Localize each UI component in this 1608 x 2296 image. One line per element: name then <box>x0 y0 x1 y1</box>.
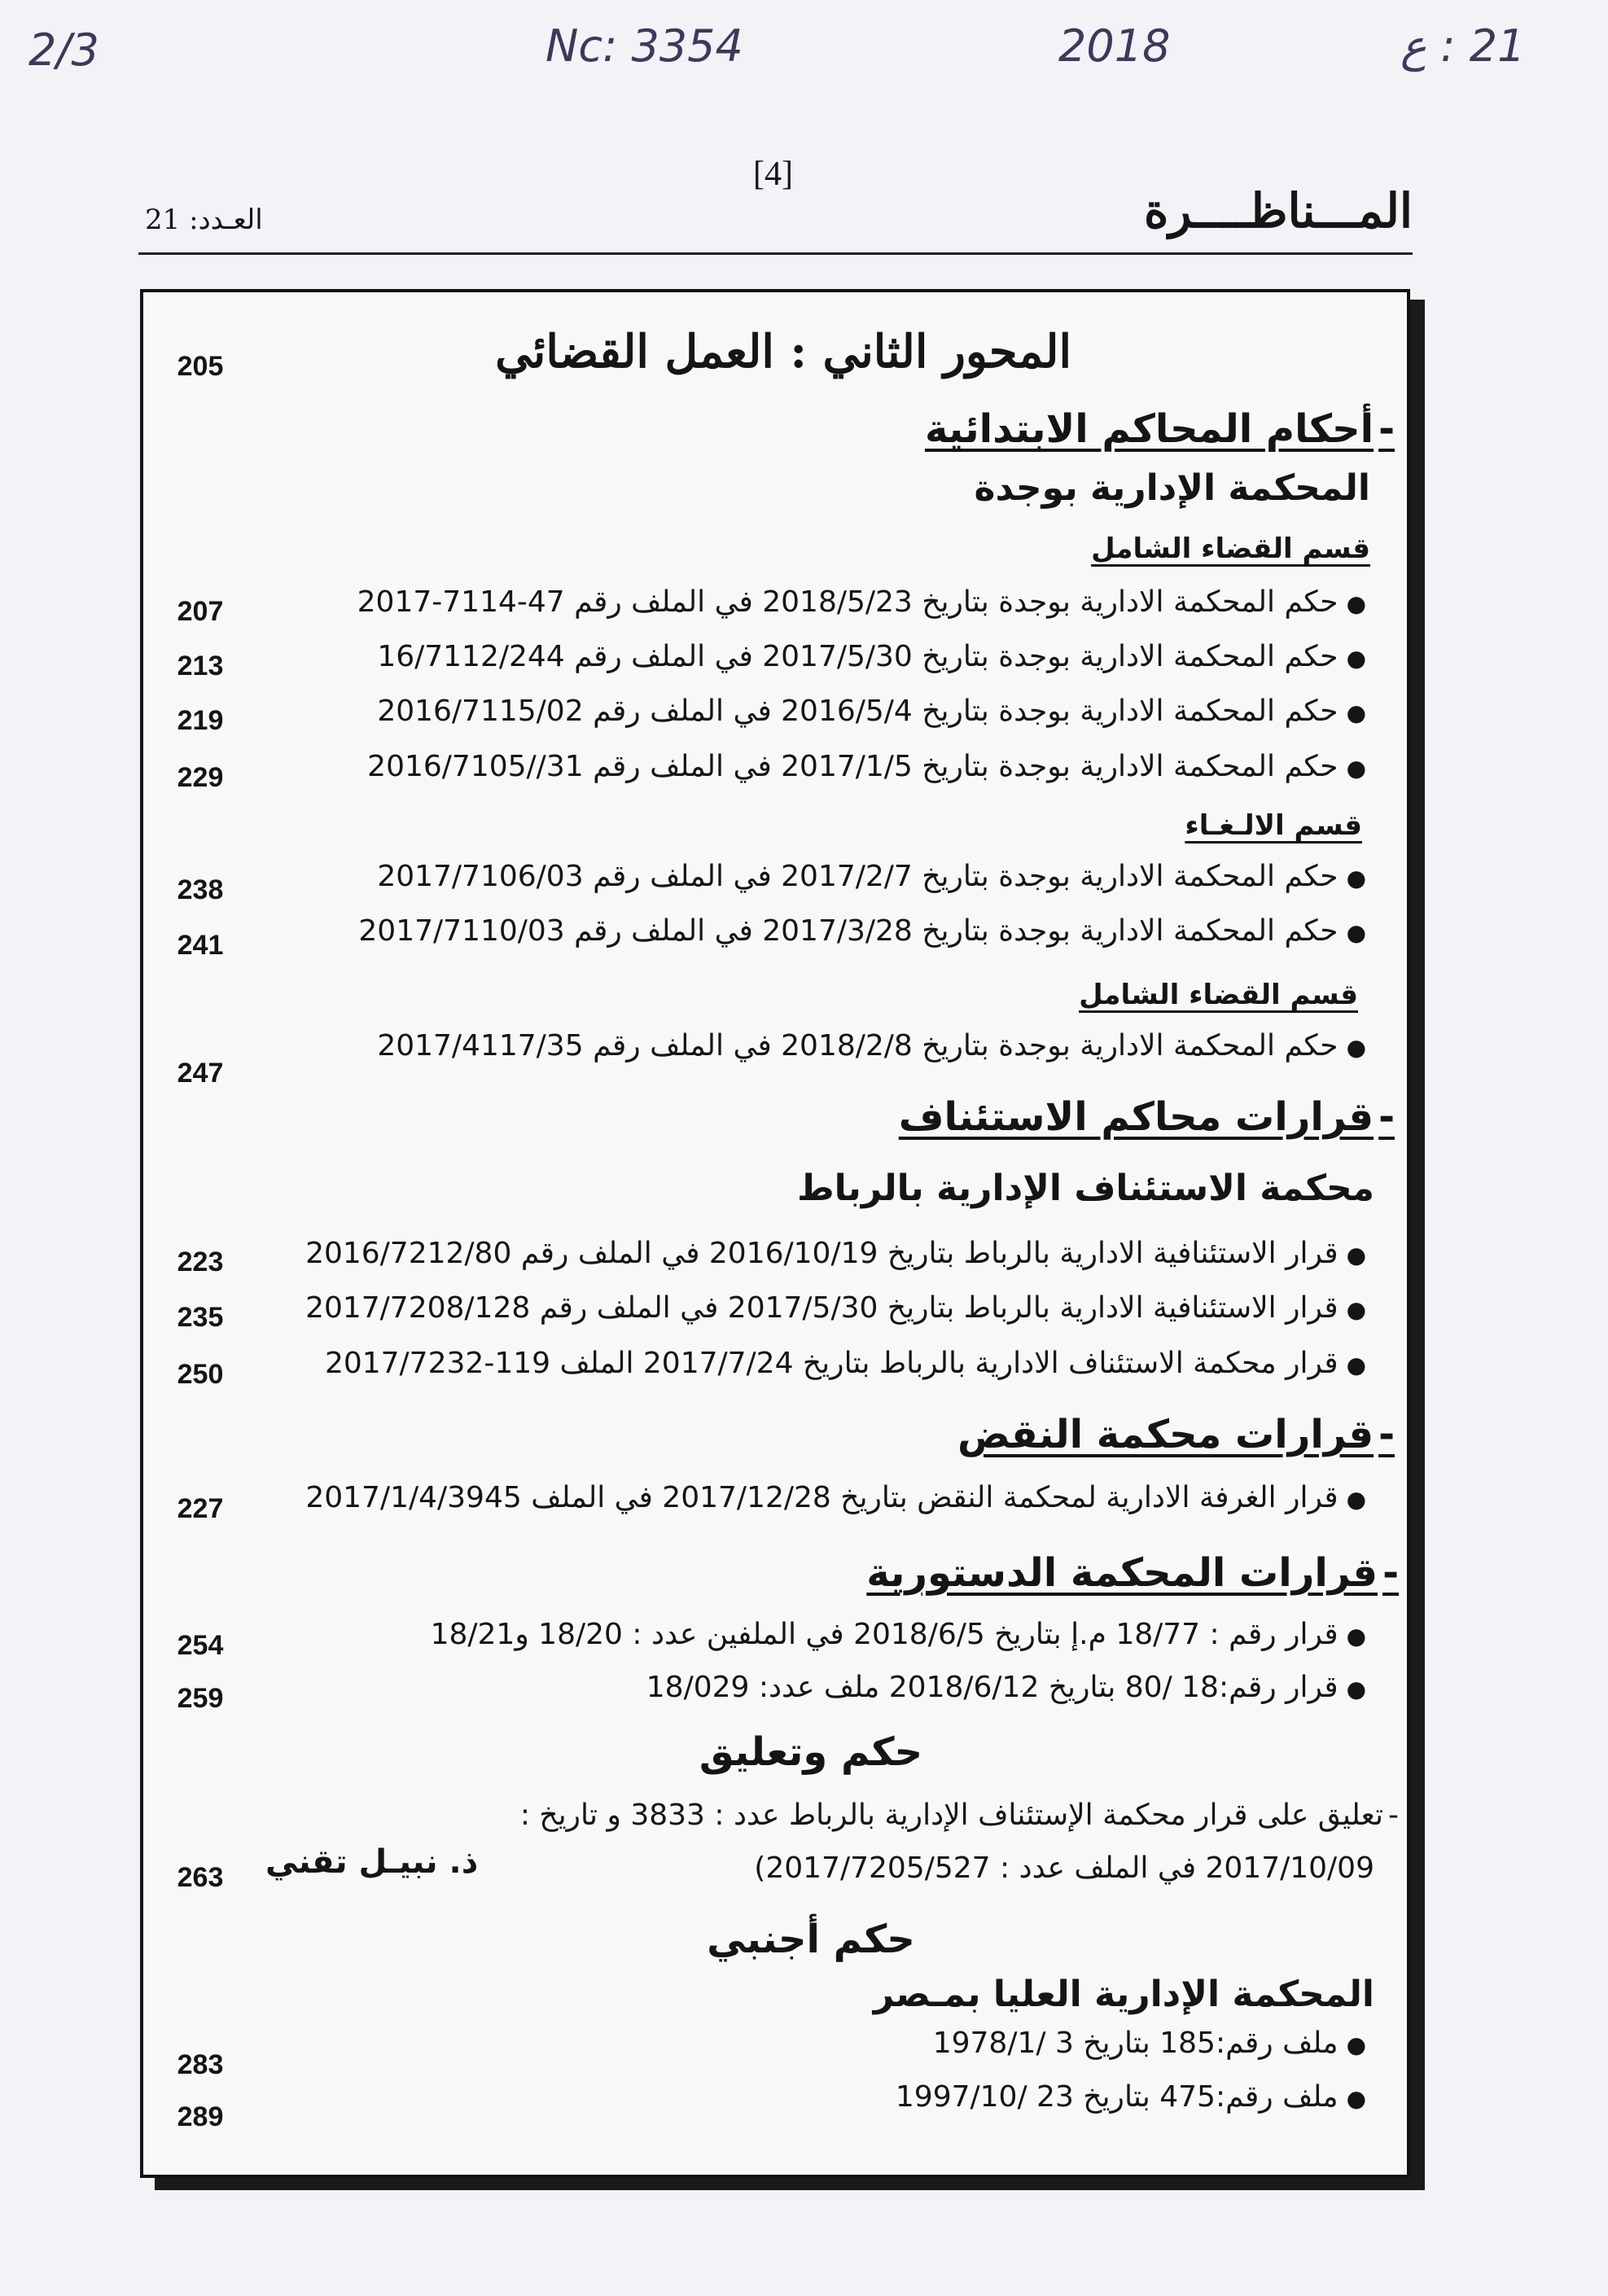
page-ref: 283 <box>177 2049 224 2080</box>
list-item: ●قرار الاستئنافية الادارية بالرباط بتاريخ 2017/5/30 في الملف رقم 2017/7208/128 <box>305 1291 1366 1325</box>
list-item: ●حكم المحكمة الادارية بوجدة بتاريخ 2017/5/30 في الملف رقم 16/7112/244 <box>377 640 1366 673</box>
page-ref: 219 <box>177 705 224 736</box>
page-ref: 207 <box>177 596 224 627</box>
page-ref: 241 <box>177 930 224 961</box>
page-number: [4] <box>753 156 793 193</box>
page-ref: 238 <box>177 874 224 905</box>
main-title: المحور الثاني : العمل القضائي <box>495 325 1071 379</box>
page-ref: 250 <box>177 1359 224 1390</box>
list-item: ●قرار الاستئنافية الادارية بالرباط بتاريخ 2016/10/19 في الملف رقم 2016/7212/80 <box>305 1237 1366 1270</box>
page-ref: 227 <box>177 1493 224 1524</box>
list-item: ●حكم المحكمة الادارية بوجدة بتاريخ 2018/2/8 في الملف رقم 2017/4117/35 <box>377 1029 1366 1063</box>
section-title: -قرارات محكمة النقض <box>957 1412 1395 1457</box>
list-item: ●حكم المحكمة الادارية بوجدة بتاريخ 2017/3/28 في الملف رقم 2017/7110/03 <box>358 914 1366 948</box>
list-item: ●حكم المحكمة الادارية بوجدة بتاريخ 2017/2/7 في الملف رقم 2017/7106/03 <box>377 860 1366 893</box>
page-ref: 229 <box>177 762 224 793</box>
comment-line: 2017/10/09 في الملف عدد : 2017/7205/527) <box>754 1851 1374 1885</box>
comment-author: ذ. نبيـل تقني <box>265 1843 479 1881</box>
list-item: ●قرار محكمة الاستئناف الادارية بالرباط بتاريخ 2017/7/24 الملف 119-2017/7232 <box>324 1347 1366 1380</box>
section-title: حكم أجنبي <box>707 1917 915 1962</box>
section-title: حكم وتعليق <box>699 1729 923 1775</box>
page-ref: 235 <box>177 1302 224 1333</box>
handwritten-issue: 21 : ع <box>1400 20 1526 72</box>
header-rule <box>138 252 1413 255</box>
list-item: ●قرار رقم:18 /80 بتاريخ 2018/6/12 ملف عدد: 18/029 <box>646 1671 1366 1704</box>
comment-line: -تعليق على قرار محكمة الإستئناف الإدارية بالرباط عدد : 3833 و تاريخ : <box>519 1799 1399 1832</box>
page-ref: 247 <box>177 1058 224 1089</box>
list-item: ●حكم المحكمة الادارية بوجدة بتاريخ 2017/1/5 في الملف رقم 31//2016/7105 <box>367 750 1366 783</box>
court-name: محكمة الاستئناف الإدارية بالرباط <box>796 1168 1374 1209</box>
department-title: قسم القضاء الشامل <box>1091 532 1370 565</box>
list-item: ●ملف رقم:475 بتاريخ 23 /1997/10 <box>895 2080 1366 2114</box>
department-title: قسم الالـغـاء <box>1185 809 1362 842</box>
list-item: ●قرار رقم : 18/77 م.إ بتاريخ 2018/6/5 في الملفين عدد : 18/20 و18/21 <box>430 1618 1366 1651</box>
court-name: المحكمة الإدارية بوجدة <box>974 467 1370 509</box>
section-title: -أحكام المحاكم الابتدائية <box>924 406 1395 452</box>
section-title: -قرارات المحكمة الدستورية <box>866 1550 1399 1596</box>
list-item: ●ملف رقم:185 بتاريخ 3 /1978/1 <box>932 2027 1366 2060</box>
handwritten-page-mark: 2/3 <box>28 24 99 76</box>
page-ref: 259 <box>177 1683 224 1714</box>
handwritten-year: 2018 <box>1058 20 1171 72</box>
handwritten-reference: Nc: 3354 <box>545 20 743 72</box>
list-item: ●قرار الغرفة الادارية لمحكمة النقض بتاريخ 2017/12/28 في الملف 2017/1/4/3945 <box>305 1481 1366 1514</box>
list-item: ●حكم المحكمة الادارية بوجدة بتاريخ 2018/5/23 في الملف رقم 47-7114-2017 <box>357 585 1366 619</box>
court-name: المحكمة الإدارية العليا بمـصر <box>873 1974 1374 2015</box>
contents-box <box>140 289 1410 2178</box>
list-item: ●حكم المحكمة الادارية بوجدة بتاريخ 2016/5/4 في الملف رقم 2016/7115/02 <box>377 694 1366 728</box>
department-title: قسم القضاء الشامل <box>1079 979 1358 1011</box>
journal-title: المـــناظــــرة <box>1144 183 1413 239</box>
page-ref: 205 <box>177 351 224 382</box>
page-ref: 289 <box>177 2101 224 2132</box>
issue-number: العـدد: 21 <box>145 204 263 236</box>
page-ref: 213 <box>177 651 224 681</box>
page-ref: 263 <box>177 1862 224 1893</box>
page-ref: 254 <box>177 1630 224 1661</box>
page-ref: 223 <box>177 1247 224 1277</box>
section-title: -قرارات محاكم الاستئناف <box>898 1094 1395 1140</box>
